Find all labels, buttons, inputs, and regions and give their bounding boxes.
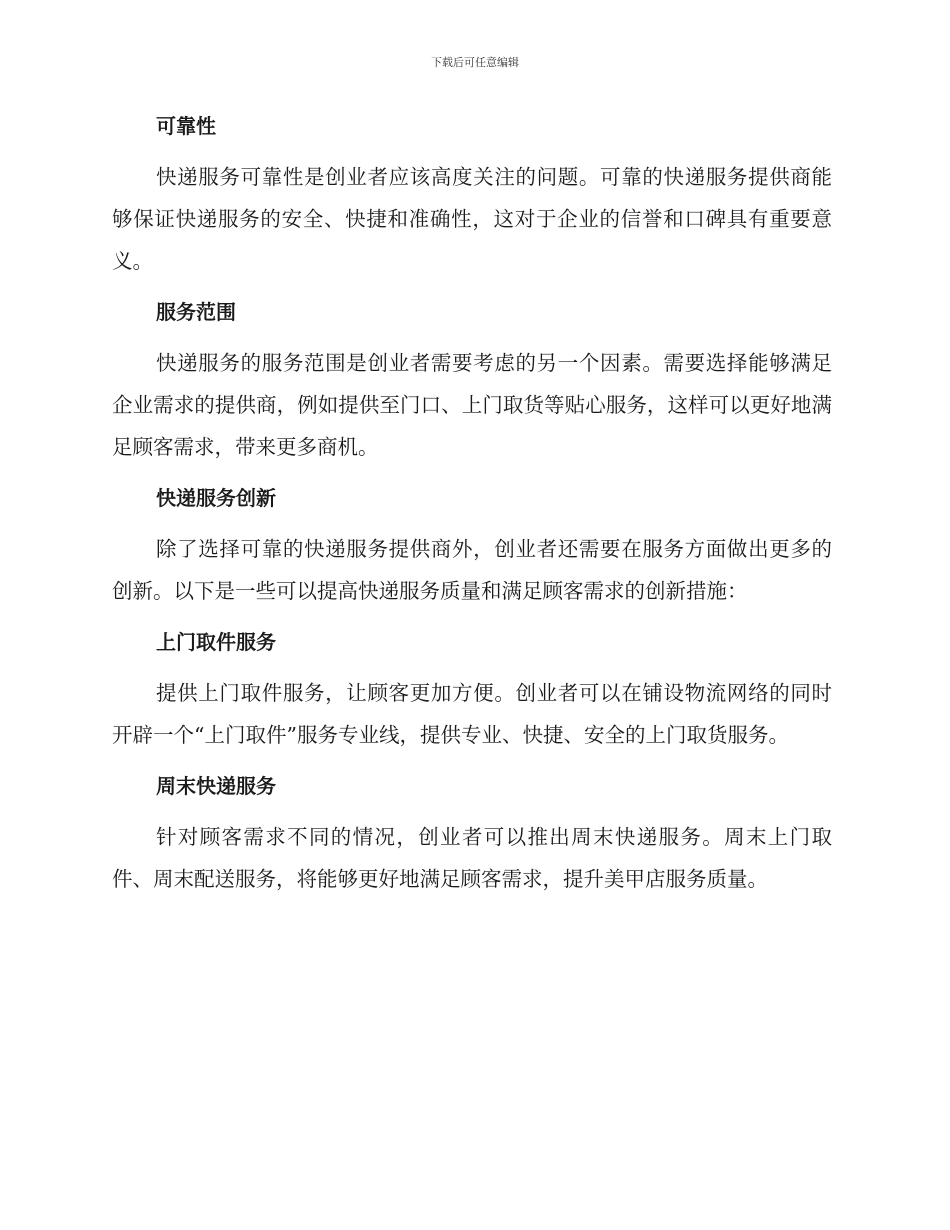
section-service-scope <box>112 294 832 468</box>
section-heading: 快递服务创新 <box>156 486 276 510</box>
page-header: 下载后可任意编辑 <box>431 56 519 69</box>
section-heading: 服务范围 <box>156 300 236 324</box>
section-paragraph: 提供上门取件服务，让顾客更加方便。创业者可以在铺设物流网络的同时开辟一个“上门取件”服务专业线，提供专业、快捷、安全的上门取货服务。 <box>112 681 832 747</box>
document-body <box>112 108 832 912</box>
section-weekend-delivery <box>112 768 832 900</box>
section-paragraph: 针对顾客需求不同的情况，创业者可以推出周末快递服务。周末上门取件、周末配送服务，将能够更好地满足顾客需求，提升美甲店服务质量。 <box>112 825 832 891</box>
section-reliability <box>112 108 832 282</box>
section-paragraph: 快递服务可靠性是创业者应该高度关注的问题。可靠的快递服务提供商能够保证快递服务的安全、快捷和准确性，这对于企业的信誉和口碑具有重要意义。 <box>112 165 832 273</box>
section-door-pickup <box>112 624 832 756</box>
section-service-innovation <box>112 480 832 612</box>
section-paragraph: 快递服务的服务范围是创业者需要考虑的另一个因素。需要选择能够满足企业需求的提供商，例如提供至门口、上门取货等贴心服务，这样可以更好地满足顾客需求，带来更多商机。 <box>112 351 832 459</box>
section-heading: 可靠性 <box>156 114 216 138</box>
section-paragraph: 除了选择可靠的快递服务提供商外，创业者还需要在服务方面做出更多的创新。以下是一些可以提高快递服务质量和满足顾客需求的创新措施： <box>112 537 832 603</box>
section-heading: 周末快递服务 <box>156 774 276 798</box>
section-heading: 上门取件服务 <box>156 630 276 654</box>
